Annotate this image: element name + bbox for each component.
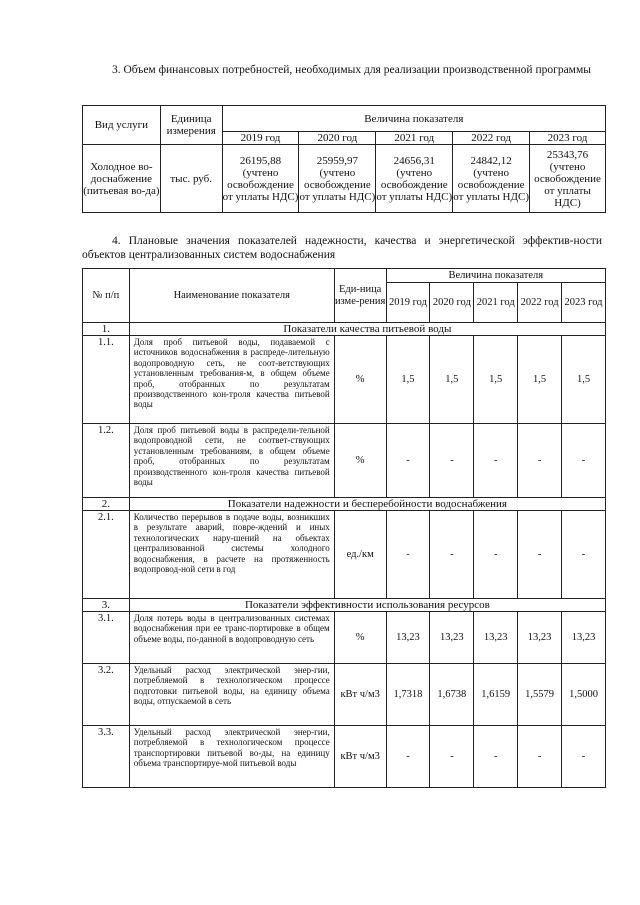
value-note: (учтено освобождение от уплаты НДС) xyxy=(222,166,299,203)
indicator-value: 1,5 xyxy=(562,336,606,424)
row-number: 3.3. xyxy=(83,726,130,788)
indicator-value: 1,5 xyxy=(430,336,474,424)
year-header: 2020 год xyxy=(430,283,474,323)
value-amount: 24842,12 xyxy=(470,154,512,167)
value-amount: 24656,31 xyxy=(393,154,435,167)
table-row xyxy=(83,336,606,424)
col-value-header: Величина показателя xyxy=(386,269,605,283)
indicator-name: Удельный расход электрической энер-гии, потребляемой в технологическом процессе подготовки питьевой воды, на единицу объема воды, отпускаемой в сеть xyxy=(129,664,334,726)
row-number: 3.1. xyxy=(83,612,130,664)
indicator-value: 1,5579 xyxy=(518,664,562,726)
indicator-value: - xyxy=(474,511,518,599)
col-no-header: № п/п xyxy=(83,269,130,323)
row-number: 1.2. xyxy=(83,424,130,498)
indicator-value: - xyxy=(430,726,474,788)
row-number: 1.1. xyxy=(83,336,130,424)
indicator-unit: % xyxy=(334,336,386,424)
row-number: 2.1. xyxy=(83,511,130,599)
indicators-table xyxy=(82,268,606,788)
value-cell xyxy=(299,145,376,213)
section-number: 1. xyxy=(83,323,130,336)
year-header: 2019 год xyxy=(386,283,430,323)
indicator-value: - xyxy=(430,424,474,498)
indicator-value: - xyxy=(430,511,474,599)
year-header: 2023 год xyxy=(530,132,606,145)
indicator-name: Удельный расход электрической энер-гии, потребляемой в технологическом процессе транспортировки питьевой во-ды, на единицу объема транспортируе-мой питьевой воды xyxy=(129,726,334,788)
indicator-value: - xyxy=(562,726,606,788)
table-row xyxy=(83,612,606,664)
value-note: (учтено освобождение от уплаты НДС) xyxy=(376,166,453,203)
indicator-unit: % xyxy=(334,612,386,664)
indicator-unit: кВт ч/м3 xyxy=(334,726,386,788)
indicator-value: 13,23 xyxy=(518,612,562,664)
value-note: (учтено освобождение от уплаты НДС) xyxy=(534,160,601,209)
value-amount: 25343,76 xyxy=(546,148,589,161)
value-cell xyxy=(222,145,299,213)
indicator-name: Доля проб питьевой воды в распредели-тельной водопроводной сети, не соответ-ствующих установленным требованиям, в общем объеме проб, отобранных по результатам производственного кон-троля качества питьевой воды xyxy=(129,424,334,498)
indicator-value: - xyxy=(518,424,562,498)
value-note: (учтено освобождение от уплаты НДС) xyxy=(299,166,376,203)
row-number: 3.2. xyxy=(83,664,130,726)
indicator-value: - xyxy=(474,726,518,788)
indicator-unit: % xyxy=(334,424,386,498)
year-header: 2020 год xyxy=(299,132,376,145)
indicator-value: - xyxy=(386,726,430,788)
indicator-value: 1,5 xyxy=(474,336,518,424)
indicator-name: Доля потерь воды в централизованных системах водоснабжения при ее транс-портировке в общем объеме воды, по-данной в водопроводную сеть xyxy=(129,612,334,664)
year-header: 2023 год xyxy=(562,283,606,323)
indicator-name: Количество перерывов в подаче воды, возникших в результате аварий, повре-ждений и иных технологических нару-шений на объектах централизованной системы холодного водоснабжения, в расчете на протяженность водопровод-ной сети в год xyxy=(129,511,334,599)
table-row xyxy=(83,511,606,599)
year-header: 2022 год xyxy=(453,132,530,145)
indicator-value: 1,6159 xyxy=(474,664,518,726)
value-cell xyxy=(376,145,453,213)
indicator-value: - xyxy=(562,511,606,599)
col-service-header: Вид услуги xyxy=(83,106,161,145)
indicator-value: - xyxy=(562,424,606,498)
section-number: 2. xyxy=(83,498,130,511)
value-cell xyxy=(453,145,530,213)
indicator-unit: кВт ч/м3 xyxy=(334,664,386,726)
section4-heading: 4. Плановые значения показателей надежности, качества и энергетической эффектив-ности объектов централизованных систем водоснабжения xyxy=(82,235,602,261)
indicator-value: 1,6738 xyxy=(430,664,474,726)
table-row xyxy=(83,664,606,726)
table-row xyxy=(83,726,606,788)
year-header: 2022 год xyxy=(518,283,562,323)
value-cell xyxy=(530,145,606,213)
indicator-value: 13,23 xyxy=(430,612,474,664)
indicator-value: - xyxy=(518,726,562,788)
section-title: Показатели качества питьевой воды xyxy=(129,323,605,336)
indicator-value: 13,23 xyxy=(474,612,518,664)
service-name: Холодное во-доснабжение (питьевая во-да) xyxy=(83,145,161,213)
indicator-value: 13,23 xyxy=(562,612,606,664)
indicator-value: 13,23 xyxy=(386,612,430,664)
value-note: (учтено освобождение от уплаты НДС) xyxy=(453,166,529,203)
year-header: 2021 год xyxy=(376,132,453,145)
indicator-value: - xyxy=(386,424,430,498)
indicator-value: 1,7318 xyxy=(386,664,430,726)
indicator-value: 1,5 xyxy=(518,336,562,424)
indicator-value: - xyxy=(474,424,518,498)
indicator-name: Доля проб питьевой воды, подаваемой с источников водоснабжения в распреде-лительную водопроводную сеть, не соот-ветствующих установленным требования-м, в общем объеме проб, отобранных по результатам производственного кон-троля качества питьевой воды xyxy=(129,336,334,424)
section-title: Показатели эффективности использования ресурсов xyxy=(129,599,605,612)
col-unit-header: Еди-ница изме-рения xyxy=(334,269,386,323)
service-unit: тыс. руб. xyxy=(160,145,222,213)
year-header: 2021 год xyxy=(474,283,518,323)
indicator-value: - xyxy=(386,511,430,599)
value-amount: 25959,97 xyxy=(316,154,359,167)
section3-heading: 3. Объем финансовых потребностей, необходимых для реализации производственной программы xyxy=(112,64,591,76)
section-number: 3. xyxy=(83,599,130,612)
section-title: Показатели надежности и бесперебойности водоснабжения xyxy=(129,498,605,511)
indicator-value: 1,5 xyxy=(386,336,430,424)
col-value-header: Величина показателя xyxy=(222,106,605,132)
indicator-unit: ед./км xyxy=(334,511,386,599)
financial-needs-table xyxy=(82,105,606,213)
table-row xyxy=(83,424,606,498)
col-name-header: Наименование показателя xyxy=(129,269,334,323)
indicator-value: - xyxy=(518,511,562,599)
year-header: 2019 год xyxy=(222,132,299,145)
indicator-value: 1,5000 xyxy=(562,664,606,726)
col-unit-header: Единица измерения xyxy=(160,106,222,145)
value-amount: 26195,88 xyxy=(239,154,282,167)
